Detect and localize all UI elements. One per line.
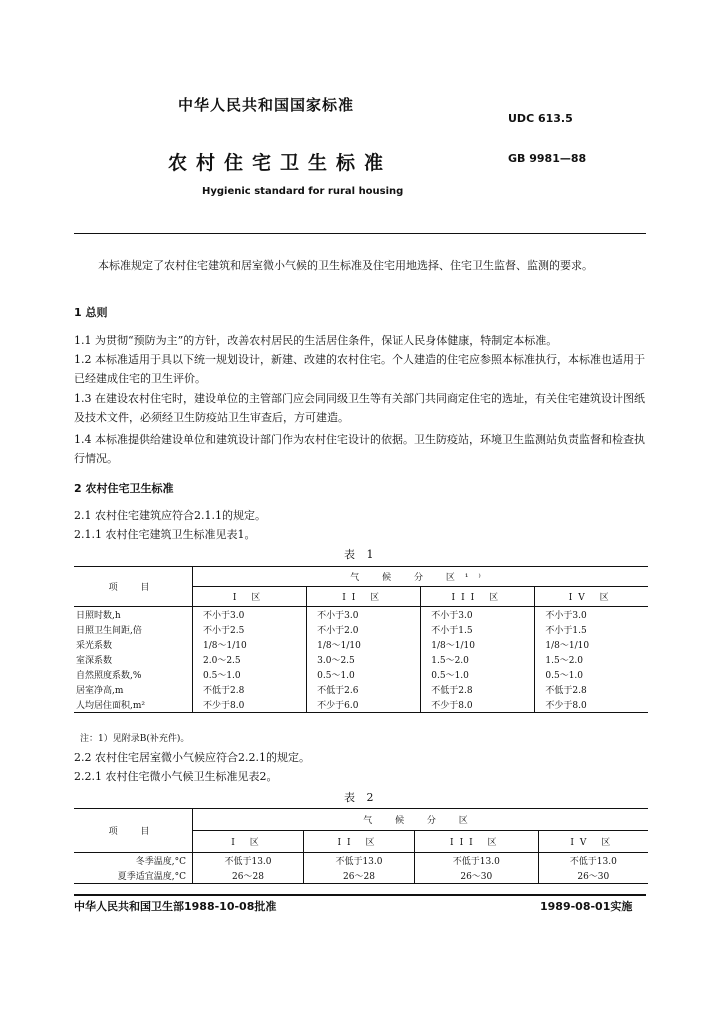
table-2-zone-1: I 区 [193,831,304,853]
section-1-heading: 1 总则 [74,306,108,319]
clause-2-2: 2.2 农村住宅居室微小气候应符合2.2.1的规定。 [74,751,310,764]
row-label: 日照卫生间距,倍 [74,622,193,637]
cell: 不小于1.5 [535,622,648,637]
cell: 不小于3.0 [203,611,245,621]
cell: 26～28 [193,868,304,884]
header-rule [74,233,646,234]
table-row [74,637,648,652]
cell: 不小于3.0 [535,607,648,623]
cell: 不少于8.0 [421,697,535,713]
cell: 不低于13.0 [224,857,272,867]
cell: 0.5～1.0 [535,667,648,682]
table-1-zone-4: IV 区 [535,587,648,607]
cell: 不低于2.8 [421,682,535,697]
document-title: 农村住宅卫生标准 [168,152,393,174]
table-row [74,853,648,869]
cell: 不小于2.0 [307,622,421,637]
cell: 不少于8.0 [535,697,648,713]
row-label: 居室净高,m [74,682,193,697]
cell: 不小于2.5 [203,626,245,636]
cell: 1/8～1/10 [421,637,535,652]
clause-2-1: 2.1 农村住宅建筑应符合2.1.1的规定。 [74,509,266,522]
table-row [74,868,648,884]
table-1 [74,566,648,713]
cell: 不小于1.5 [421,622,535,637]
clause-1-3: 1.3 在建设农村住宅时，建设单位的主管部门应会同同级卫生等有关部门共同商定住宅的选址，有关住宅建筑设计图纸及技术文件，必须经卫生防疫站卫生审查后，方可建造。 [74,392,645,424]
cell: 2.0～2.5 [203,656,241,666]
table-row [74,607,648,623]
table-1-zone-2: II 区 [307,587,421,607]
cell: 不低于13.0 [414,853,538,869]
table-2-caption: 表 2 [344,791,378,804]
clause-1-1: 1.1 为贯彻“预防为主”的方针，改善农村居民的生活居住条件，保证人民身体健康，特制定本标准。 [74,334,558,347]
table-1-note: 注：1）见附录B(补充件)。 [80,734,190,744]
cell: 0.5～1.0 [203,671,241,681]
table-row [74,652,648,667]
clause-2-2-1: 2.2.1 农村住宅微小气候卫生标准见表2。 [74,770,278,783]
cell: 不少于6.0 [307,697,421,713]
cell: 不低于2.6 [307,682,421,697]
cell: 不少于8.0 [193,697,307,713]
cell: 不低于13.0 [538,853,648,869]
cell: 1.5～2.0 [535,652,648,667]
intro-paragraph: 本标准规定了农村住宅建筑和居室微小气候的卫生标准及住宅用地选择、住宅卫生监督、监测的要求。 [98,259,593,272]
cell: 不低于2.8 [203,686,245,696]
cell: 不小于3.0 [421,607,535,623]
row-label: 冬季温度,°C [74,853,193,869]
table-2-zone-3: III 区 [414,831,538,853]
approval-line: 中华人民共和国卫生部1988-10-08批准 [74,900,277,913]
table-row [74,697,648,713]
table-2 [74,808,648,884]
cell: 26～28 [303,868,414,884]
table-row [74,667,648,682]
table-2-zone-4: IV 区 [538,831,648,853]
footer-rule [74,894,646,896]
cell: 0.5～1.0 [421,667,535,682]
table-1-zone-3: III 区 [421,587,535,607]
table-row [74,682,648,697]
effective-date: 1989-08-01实施 [540,900,633,913]
english-title: Hygienic standard for rural housing [202,186,404,197]
cell: 26～30 [538,868,648,884]
row-label: 采光系数 [74,637,193,652]
clause-2-1-1: 2.1.1 农村住宅建筑卫生标准见表1。 [74,528,256,541]
table-1-caption: 表 1 [344,548,378,561]
cell: 3.0～2.5 [307,652,421,667]
table-2-zone-2: II 区 [303,831,414,853]
cell: 0.5～1.0 [307,667,421,682]
table-1-group-header: 气 候 分 区¹⁾ [193,567,649,587]
row-label: 自然照度系数,% [74,667,193,682]
cell: 1/8～1/10 [535,637,648,652]
section-2-heading: 2 农村住宅卫生标准 [74,482,174,495]
standard-org-heading: 中华人民共和国国家标准 [178,96,355,114]
row-label: 室深系数 [74,652,193,667]
clause-1-2: 1.2 本标准适用于具以下统一规划设计，新建、改建的农村住宅。个人建造的住宅应参照本标准执行，本标准也适用于已经建成住宅的卫生评价。 [74,353,645,385]
table-1-zone-1: I 区 [193,587,307,607]
gb-code: GB 9981—88 [508,152,587,165]
row-label: 日照时数,h [74,607,193,623]
cell: 1.5～2.0 [421,652,535,667]
table-2-group-header: 气 候 分 区 [193,809,649,831]
cell: 1/8～1/10 [307,637,421,652]
row-label: 人均居住面积,m² [74,697,193,713]
table-row [74,622,648,637]
cell: 不低于13.0 [303,853,414,869]
cell: 26～30 [414,868,538,884]
table-2-col-header: 项 目 [74,809,193,853]
udc-code: UDC 613.5 [508,112,573,125]
cell: 不小于3.0 [307,607,421,623]
table-1-col-header: 项 目 [74,567,193,607]
clause-1-4: 1.4 本标准提供给建设单位和建筑设计部门作为农村住宅设计的依据。卫生防疫站，环境卫生监测站负责监督和检查执行情况。 [74,433,645,465]
cell: 1/8～1/10 [203,641,247,651]
row-label: 夏季适宜温度,°C [74,868,193,884]
cell: 不低于2.8 [535,682,648,697]
